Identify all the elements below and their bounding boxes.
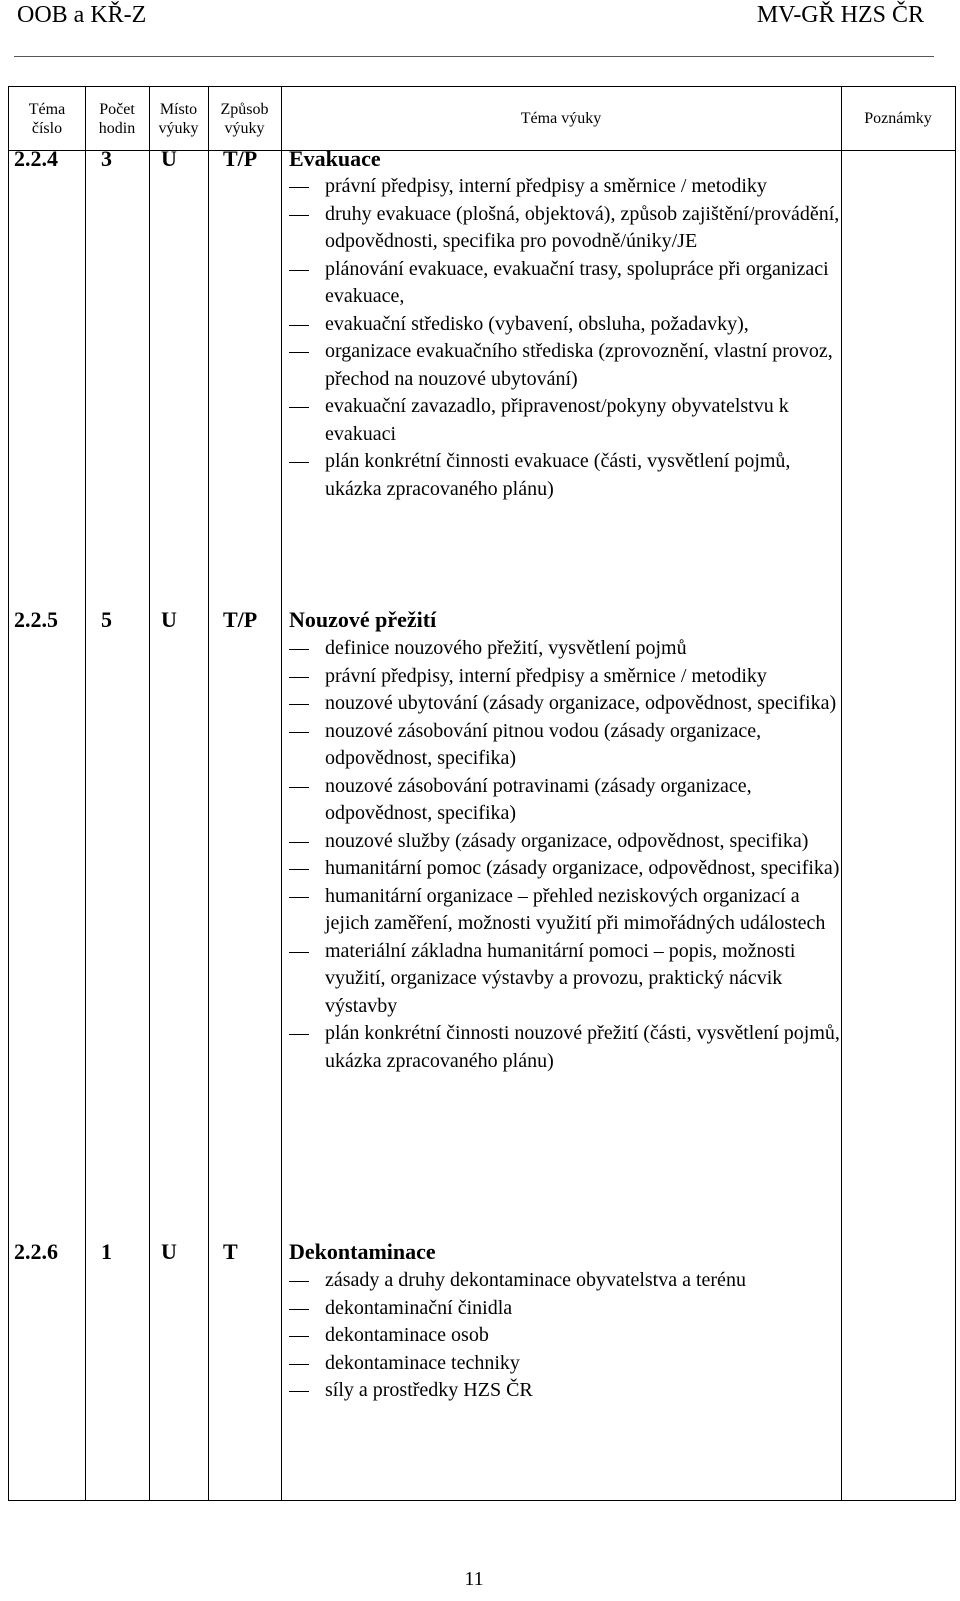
section-items <box>289 173 841 503</box>
section-number: 2.2.6 <box>14 1239 58 1264</box>
header-rule <box>14 56 934 57</box>
list-item: dekontaminace techniky <box>289 1350 841 1378</box>
section-place: U <box>161 146 177 171</box>
list-item: humanitární organizace – přehled neziskových organizací a jejich zaměření, možnosti využití při mimořádných událostech <box>289 883 841 938</box>
list-item: nouzové služby (zásady organizace, odpovědnost, specifika) <box>289 828 841 856</box>
section-place: U <box>161 607 177 632</box>
list-item: materiální základna humanitární pomoci – popis, možnosti využití, organizace výstavby a provozu, praktický nácvik výstavby <box>289 938 841 1021</box>
section-items <box>289 1267 841 1405</box>
column-header-topic-number: Téma číslo <box>28 100 66 137</box>
column-header-place: Místo výuky <box>158 100 199 137</box>
section-items <box>289 635 841 1075</box>
section-hours: 1 <box>101 1239 112 1264</box>
list-item: nouzové zásobování potravinami (zásady organizace, odpovědnost, specifika) <box>289 773 841 828</box>
list-item: definice nouzového přežití, vysvětlení pojmů <box>289 635 841 663</box>
section-title: Nouzové přežití <box>289 607 437 632</box>
list-item: plán konkrétní činnosti nouzové přežití (části, vysvětlení pojmů, ukázka zpracovaného plánu) <box>289 1020 841 1075</box>
section-number: 2.2.5 <box>14 607 58 632</box>
column-header-method: Způsob výuky <box>220 100 269 137</box>
column-header-topic: Téma výuky <box>520 110 602 127</box>
list-item: evakuační zavazadlo, připravenost/pokyny obyvatelstvu k evakuaci <box>289 393 841 448</box>
list-item: nouzové ubytování (zásady organizace, odpovědnost, specifika) <box>289 690 841 718</box>
section-place: U <box>161 1239 177 1264</box>
section-hours: 3 <box>101 146 112 171</box>
list-item: humanitární pomoc (zásady organizace, odpovědnost, specifika) <box>289 855 841 883</box>
list-item: síly a prostředky HZS ČR <box>289 1377 841 1405</box>
list-item: právní předpisy, interní předpisy a směrnice / metodiky <box>289 663 841 691</box>
list-item: druhy evakuace (plošná, objektová), způsob zajištění/provádění, odpovědnosti, specifika pro povodně/úniky/JE <box>289 201 841 256</box>
header-left: OOB a KŘ-Z <box>17 2 147 28</box>
list-item: zásady a druhy dekontaminace obyvatelstva a terénu <box>289 1267 841 1295</box>
section-row <box>9 145 955 173</box>
section-method: T/P <box>223 607 258 632</box>
column-divider <box>208 87 209 1500</box>
list-item: nouzové zásobování pitnou vodou (zásady organizace, odpovědnost, specifika) <box>289 718 841 773</box>
header-right: MV-GŘ HZS ČR <box>756 2 924 28</box>
page-number: 11 <box>464 1568 484 1590</box>
section-title: Dekontaminace <box>289 1239 436 1264</box>
list-item: evakuační středisko (vybavení, obsluha, požadavky), <box>289 311 841 339</box>
list-item: dekontaminace osob <box>289 1322 841 1350</box>
column-header-hours: Počet hodin <box>98 100 136 137</box>
column-divider <box>149 87 150 1500</box>
list-item: plánování evakuace, evakuační trasy, spolupráce při organizaci evakuace, <box>289 256 841 311</box>
section-row <box>9 606 955 634</box>
section-number: 2.2.4 <box>14 146 58 171</box>
column-header-notes: Poznámky <box>864 110 932 127</box>
section-hours: 5 <box>101 607 112 632</box>
list-item: plán konkrétní činnosti evakuace (části, vysvětlení pojmů, ukázka zpracovaného plánu) <box>289 448 841 503</box>
column-divider <box>281 87 282 1500</box>
list-item: právní předpisy, interní předpisy a směrnice / metodiky <box>289 173 841 201</box>
column-divider <box>841 87 842 1500</box>
section-row <box>9 1238 955 1266</box>
curriculum-table <box>8 86 956 1501</box>
section-method: T/P <box>223 146 258 171</box>
column-divider <box>85 87 86 1500</box>
list-item: organizace evakuačního střediska (zprovoznění, vlastní provoz, přechod na nouzové ubytování) <box>289 338 841 393</box>
section-title: Evakuace <box>289 146 381 171</box>
section-method: T <box>223 1239 238 1264</box>
list-item: dekontaminační činidla <box>289 1295 841 1323</box>
